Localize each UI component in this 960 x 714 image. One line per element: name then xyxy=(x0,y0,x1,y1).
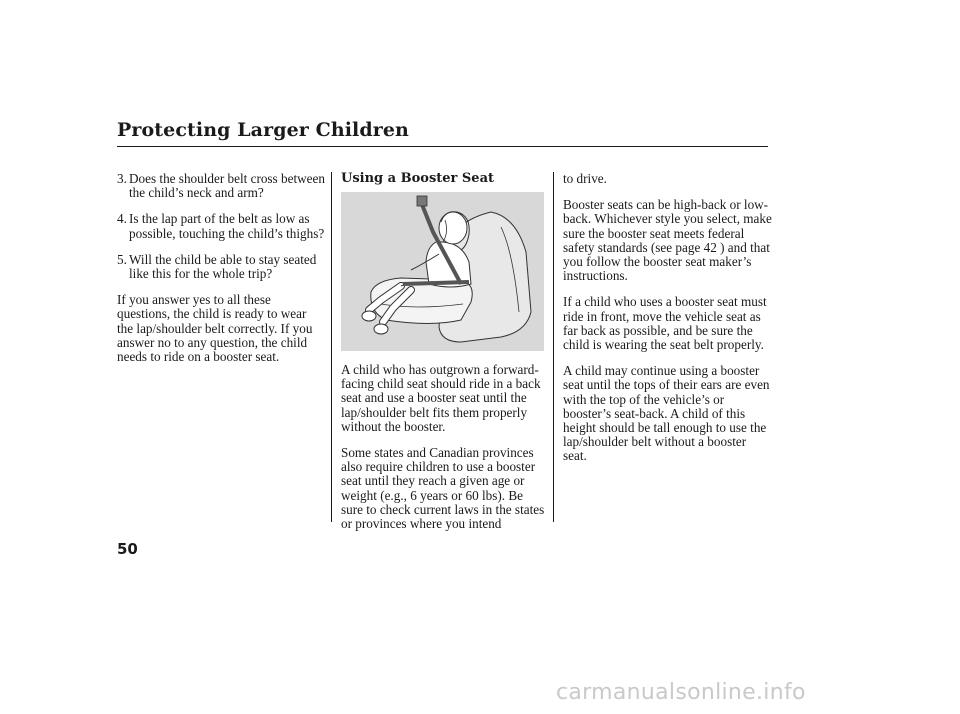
list-item xyxy=(117,212,325,240)
body-paragraph: If a child who uses a booster seat must ride in front, move the vehicle seat as far back as possible, and be sure the child is wearing the seat belt properly. xyxy=(563,294,767,353)
item-number: 4. xyxy=(117,211,127,227)
body-paragraph: A child who has outgrown a forward-facing child seat should ride in a back seat and use a booster seat until the lap/shoulder belt fits them properly without the booster. xyxy=(341,362,541,434)
column-divider xyxy=(331,172,332,522)
item-number: 3. xyxy=(117,171,127,186)
body-paragraph: Some states and Canadian provinces also require children to use a booster seat until they reach a given age or weight (e.g., 6 years or 60 lbs). Be sure to check current laws in the states or provinces where you intend xyxy=(341,445,545,532)
page-title: Protecting Larger Children xyxy=(117,119,409,141)
item-text: Does the shoulder belt cross between the child’s neck and arm? xyxy=(129,171,325,201)
list-item xyxy=(117,253,325,281)
list-item xyxy=(117,172,325,200)
item-text: Will the child be able to stay seated like this for the whole trip? xyxy=(129,251,317,282)
right-column xyxy=(563,172,773,476)
body-paragraph: A child may continue using a booster seat until the tops of their ears are even with the top of the vehicle’s or booster’s seat-back. A child of this height should be tall enough to use the lap/shoulder belt without a booster seat. xyxy=(563,363,770,464)
child-in-booster-seat-icon xyxy=(341,192,544,351)
section-heading: Using a Booster Seat xyxy=(341,171,494,186)
column-divider xyxy=(553,172,554,522)
booster-seat-illustration xyxy=(341,192,544,351)
watermark: carmanualsonline.info xyxy=(556,680,806,705)
body-paragraph: Booster seats can be high-back or low-back. Whichever style you select, make sure the booster seat meets federal safety standards (see page 42 ) and that you follow the booster seat maker’s instructions. xyxy=(563,197,772,284)
left-column xyxy=(117,172,325,376)
item-number: 5. xyxy=(117,251,127,267)
page-number: 50 xyxy=(117,540,138,558)
summary-paragraph: If you answer yes to all these questions, the child is ready to wear the lap/shoulder belt correctly. If you answer no to any question, the child needs to ride on a booster seat. xyxy=(117,292,313,365)
middle-column xyxy=(341,172,547,543)
body-paragraph: to drive. xyxy=(563,171,607,186)
item-text: Is the lap part of the belt as low as possible, touching the child’s thighs? xyxy=(129,211,325,241)
title-rule xyxy=(117,146,768,147)
